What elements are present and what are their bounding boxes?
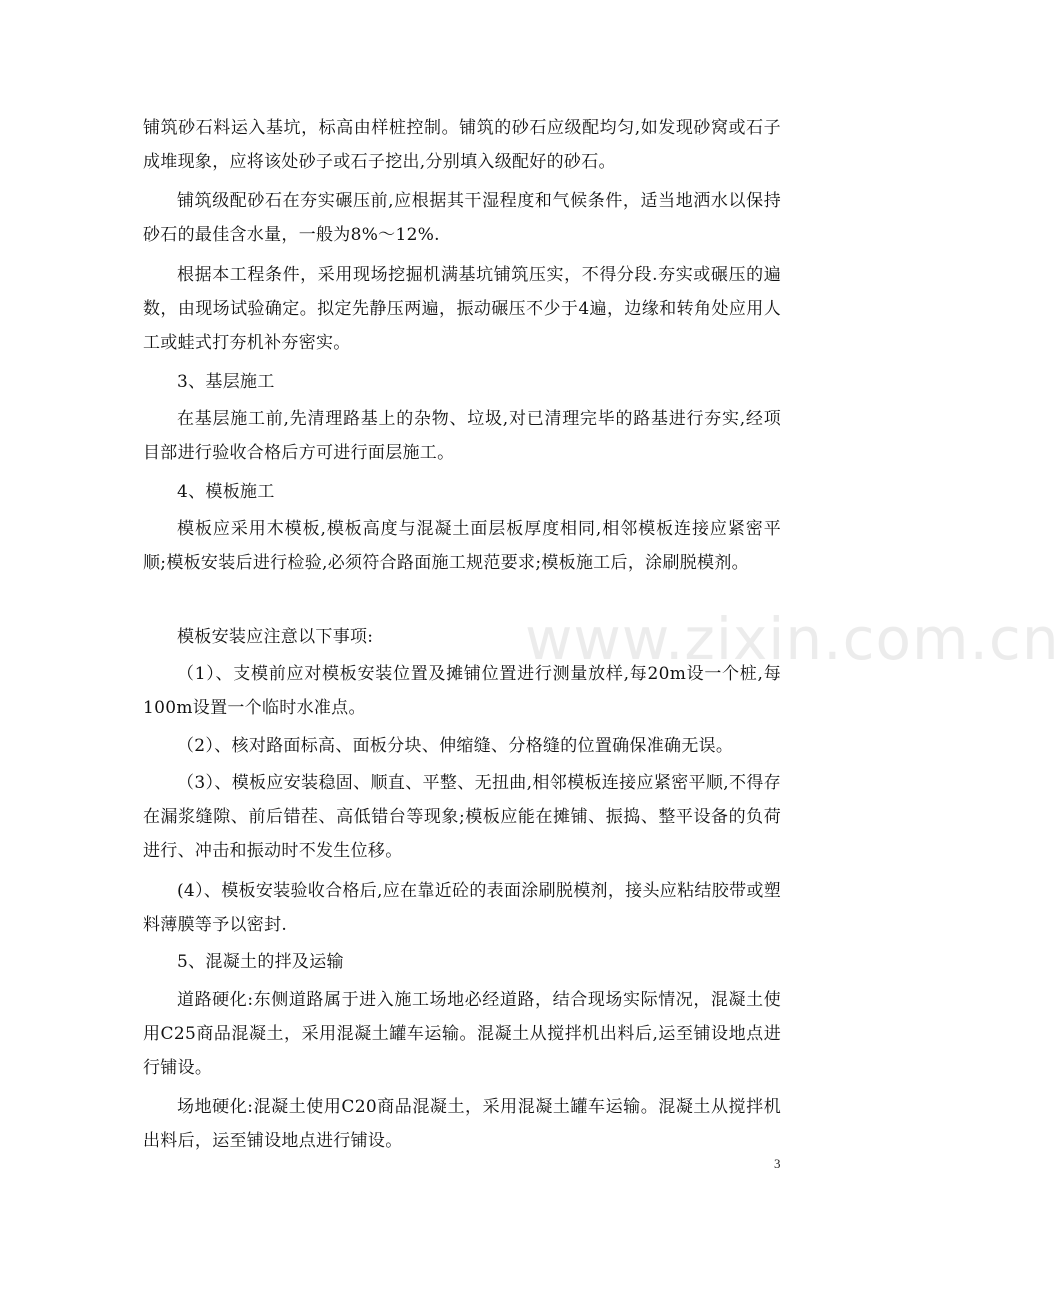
paragraph: 道路硬化:东侧道路属于进入施工场地必经道路，结合现场实际情况，混凝土使用C25商品混凝土，采用混凝土罐车运输。混凝土从搅拌机出料后,运至铺设地点进行铺设。 [143,990,781,1078]
watermark: www.zixin.com.cn [525,605,1060,673]
paragraph: 铺筑级配砂石在夯实碾压前,应根据其干湿程度和气候条件，适当地洒水以保持砂石的最佳含水量，一般为8%～12%. [143,191,781,245]
section-heading: 3、基层施工 [177,372,275,392]
paragraph: 铺筑砂石料运入基坑，标高由样桩控制。铺筑的砂石应级配均匀,如发现砂窝或石子成堆现象，应将该处砂子或石子挖出,分别填入级配好的砂石。 [143,118,781,172]
paragraph: 模板应采用木模板,模板高度与混凝土面层板厚度相同,相邻模板连接应紧密平顺;模板安装后进行检验,必须符合路面施工规范要求;模板施工后，涂刷脱模剂。 [143,519,781,573]
list-item: (4）、模板安装验收合格后,应在靠近砼的表面涂刷脱模剂，接头应粘结胶带或塑料薄膜等予以密封. [143,881,781,935]
list-item: （2）、核对路面标高、面板分块、伸缩缝、分格缝的位置确保准确无误。 [177,736,734,756]
paragraph: 场地硬化:混凝土使用C20商品混凝土，采用混凝土罐车运输。混凝土从搅拌机出料后，运至铺设地点进行铺设。 [143,1097,781,1151]
list-item: （3）、模板应安装稳固、顺直、平整、无扭曲,相邻模板连接应紧密平顺,不得存在漏浆缝隙、前后错茬、高低错台等现象;模板应能在摊铺、振捣、整平设备的负荷进行、冲击和振动时不发生位移。 [143,773,781,861]
paragraph: 在基层施工前,先清理路基上的杂物、垃圾,对已清理完毕的路基进行夯实,经项目部进行验收合格后方可进行面层施工。 [143,409,781,463]
page-number: 3 [774,1156,781,1171]
paragraph: 根据本工程条件，采用现场挖掘机满基坑铺筑压实，不得分段.夯实或碾压的遍数，由现场试验确定。拟定先静压两遍，振动碾压不少于4遍，边缘和转角处应用人工或蛙式打夯机补夯密实。 [143,265,781,353]
section-heading: 5、混凝土的拌及运输 [177,952,344,972]
section-heading: 4、模板施工 [177,482,275,502]
list-item: （1）、支模前应对模板安装位置及摊铺位置进行测量放样,每20m设一个桩,每100m设置一个临时水准点。 [143,664,781,718]
paragraph: 模板安装应注意以下事项: [177,627,374,647]
